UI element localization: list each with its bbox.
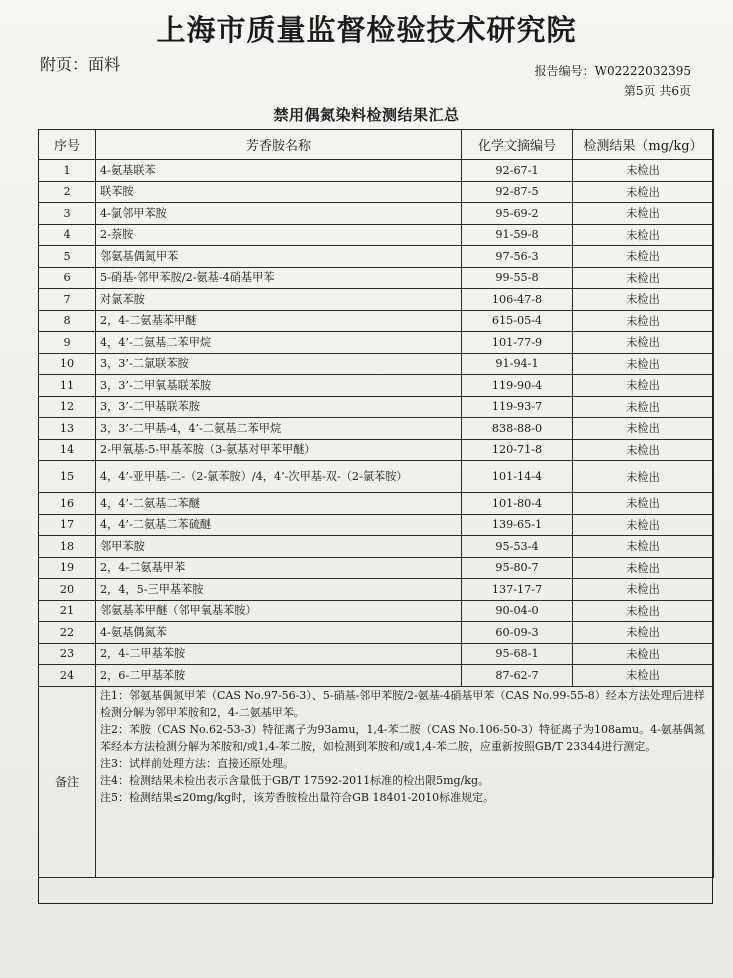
table-row <box>39 375 714 397</box>
amine-name: 邻甲苯胺 <box>96 536 462 558</box>
table-row <box>39 439 714 461</box>
note-5: 注5：检测结果≤20mg/kg时，该芳香胺检出量符合GB 18401-2010标准规定。 <box>100 790 495 804</box>
row-number: 10 <box>39 353 96 375</box>
table-row <box>39 160 714 182</box>
amine-name: 4，4’-亚甲基-二-（2-氯苯胺）/4，4’-次甲基-双-（2-氯苯胺） <box>96 461 462 493</box>
row-number: 7 <box>39 289 96 311</box>
row-number: 15 <box>39 461 96 493</box>
test-result: 未检出 <box>573 439 714 461</box>
table-row <box>39 622 714 644</box>
test-result: 未检出 <box>573 203 714 225</box>
cas-number: 95-68-1 <box>462 643 573 665</box>
table-row <box>39 267 714 289</box>
cas-number: 120-71-8 <box>462 439 573 461</box>
row-number: 11 <box>39 375 96 397</box>
amine-name: 3，3’-二氯联苯胺 <box>96 353 462 375</box>
header-no: 序号 <box>39 130 96 160</box>
test-result: 未检出 <box>573 536 714 558</box>
test-result: 未检出 <box>573 246 714 268</box>
row-number: 18 <box>39 536 96 558</box>
table-row <box>39 396 714 418</box>
test-result: 未检出 <box>573 418 714 440</box>
row-number: 19 <box>39 557 96 579</box>
cas-number: 60-09-3 <box>462 622 573 644</box>
row-number: 21 <box>39 600 96 622</box>
notes-row <box>39 686 714 877</box>
cas-number: 91-59-8 <box>462 224 573 246</box>
cas-number: 106-47-8 <box>462 289 573 311</box>
cas-number: 91-94-1 <box>462 353 573 375</box>
row-number: 5 <box>39 246 96 268</box>
amine-name: 2-甲氧基-5-甲基苯胺（3-氨基对甲苯甲醚） <box>96 439 462 461</box>
test-result: 未检出 <box>573 514 714 536</box>
test-result: 未检出 <box>573 181 714 203</box>
row-number: 22 <box>39 622 96 644</box>
table-row <box>39 665 714 687</box>
institute-title: 上海市质量监督检验技术研究院 <box>156 13 577 47</box>
test-result: 未检出 <box>573 665 714 687</box>
amine-name: 邻氨基偶氮甲苯 <box>96 246 462 268</box>
amine-name: 5-硝基-邻甲苯胺/2-氨基-4硝基甲苯 <box>96 267 462 289</box>
row-number: 24 <box>39 665 96 687</box>
test-result: 未检出 <box>573 600 714 622</box>
table-header-row <box>39 130 714 160</box>
amine-name: 2，4，5-三甲基苯胺 <box>96 579 462 601</box>
appendix-label: 附页：面料 <box>40 55 121 74</box>
amine-name: 4，4’-二氨基二苯醚 <box>96 493 462 515</box>
amine-name: 2，4-二氨基甲苯 <box>96 557 462 579</box>
row-number: 16 <box>39 493 96 515</box>
test-result: 未检出 <box>573 643 714 665</box>
amine-name: 4-氯邻甲苯胺 <box>96 203 462 225</box>
cas-number: 838-88-0 <box>462 418 573 440</box>
row-number: 23 <box>39 643 96 665</box>
header-cas: 化学文摘编号 <box>462 130 573 160</box>
table-row <box>39 181 714 203</box>
cas-number: 101-14-4 <box>462 461 573 493</box>
test-result: 未检出 <box>573 310 714 332</box>
amine-name: 3，3’-二甲氧基联苯胺 <box>96 375 462 397</box>
table-row <box>39 246 714 268</box>
table-row <box>39 203 714 225</box>
header-name: 芳香胺名称 <box>96 130 462 160</box>
row-number: 13 <box>39 418 96 440</box>
note-2: 注2：苯胺（CAS No.62-53-3）特征离子为93amu，1,4-苯二胺（CAS No.106-50-3）特征离子为108amu。4-氨基偶氮苯经本方法检测分解为苯胺和/或1,4-苯二胺，如检测到苯胺和/或1,4-苯二胺，应重新按照GB/T 23344进行测定。 <box>100 722 705 753</box>
amine-name: 邻氨基苯甲醚（邻甲氧基苯胺） <box>96 600 462 622</box>
cas-number: 97-56-3 <box>462 246 573 268</box>
page-number: 第5页 共6页 <box>623 84 691 98</box>
table-row <box>39 289 714 311</box>
row-number: 1 <box>39 160 96 182</box>
row-number: 9 <box>39 332 96 354</box>
row-number: 4 <box>39 224 96 246</box>
table-row <box>39 600 714 622</box>
amine-name: 3，3’-二甲基联苯胺 <box>96 396 462 418</box>
cas-number: 119-90-4 <box>462 375 573 397</box>
table-title: 禁用偶氮染料检测结果汇总 <box>273 106 460 124</box>
cas-number: 101-77-9 <box>462 332 573 354</box>
notes-label: 备注 <box>39 686 96 877</box>
amine-name: 4-氨基联苯 <box>96 160 462 182</box>
test-result: 未检出 <box>573 332 714 354</box>
cas-number: 99-55-8 <box>462 267 573 289</box>
results-table <box>38 129 714 878</box>
test-result: 未检出 <box>573 267 714 289</box>
note-1: 注1：邻氨基偶氮甲苯（CAS No.97-56-3）、5-硝基-邻甲苯胺/2-氨基-4硝基甲苯（CAS No.99-55-8）经本方法处理后进样检测分解为邻甲苯胺和2，4-二氨基甲苯。 <box>100 688 705 719</box>
amine-name: 3，3’-二甲基-4，4’-二氨基二苯甲烷 <box>96 418 462 440</box>
test-result: 未检出 <box>573 160 714 182</box>
cas-number: 87-62-7 <box>462 665 573 687</box>
amine-name: 对氯苯胺 <box>96 289 462 311</box>
amine-name: 2，4-二甲基苯胺 <box>96 643 462 665</box>
cas-number: 90-04-0 <box>462 600 573 622</box>
cas-number: 95-53-4 <box>462 536 573 558</box>
test-result: 未检出 <box>573 557 714 579</box>
table-row <box>39 493 714 515</box>
amine-name: 2，4-二氨基苯甲醚 <box>96 310 462 332</box>
row-number: 17 <box>39 514 96 536</box>
amine-name: 2，6-二甲基苯胺 <box>96 665 462 687</box>
cas-number: 139-65-1 <box>462 514 573 536</box>
cas-number: 615-05-4 <box>462 310 573 332</box>
row-number: 6 <box>39 267 96 289</box>
cas-number: 95-80-7 <box>462 557 573 579</box>
table-row <box>39 310 714 332</box>
amine-name: 4，4’-二氨基二苯硫醚 <box>96 514 462 536</box>
table-row <box>39 332 714 354</box>
report-number: 报告编号：W02222032395 <box>534 64 691 78</box>
test-result: 未检出 <box>573 622 714 644</box>
test-result: 未检出 <box>573 493 714 515</box>
table-row <box>39 224 714 246</box>
test-result: 未检出 <box>573 396 714 418</box>
cas-number: 137-17-7 <box>462 579 573 601</box>
test-result: 未检出 <box>573 375 714 397</box>
cas-number: 119-93-7 <box>462 396 573 418</box>
row-number: 8 <box>39 310 96 332</box>
table-row <box>39 557 714 579</box>
amine-name: 4，4’-二氨基二苯甲烷 <box>96 332 462 354</box>
row-number: 14 <box>39 439 96 461</box>
row-number: 3 <box>39 203 96 225</box>
table-row <box>39 353 714 375</box>
cas-number: 95-69-2 <box>462 203 573 225</box>
table-row <box>39 536 714 558</box>
amine-name: 联苯胺 <box>96 181 462 203</box>
amine-name: 4-氨基偶氮苯 <box>96 622 462 644</box>
amine-name: 2-萘胺 <box>96 224 462 246</box>
cas-number: 101-80-4 <box>462 493 573 515</box>
test-result: 未检出 <box>573 461 714 493</box>
header-result: 检测结果（mg/kg） <box>573 130 714 160</box>
cas-number: 92-87-5 <box>462 181 573 203</box>
row-number: 12 <box>39 396 96 418</box>
table-row <box>39 643 714 665</box>
table-row <box>39 514 714 536</box>
test-result: 未检出 <box>573 289 714 311</box>
note-4: 注4：检测结果未检出表示含量低于GB/T 17592-2011标准的检出限5mg/kg。 <box>100 773 489 787</box>
test-result: 未检出 <box>573 353 714 375</box>
row-number: 2 <box>39 181 96 203</box>
table-row <box>39 461 714 493</box>
table-row <box>39 579 714 601</box>
test-result: 未检出 <box>573 579 714 601</box>
table-row <box>39 418 714 440</box>
note-3: 注3：试样前处理方法：直接还原处理。 <box>100 756 294 770</box>
notes-content <box>96 686 714 877</box>
row-number: 20 <box>39 579 96 601</box>
cas-number: 92-67-1 <box>462 160 573 182</box>
test-result: 未检出 <box>573 224 714 246</box>
